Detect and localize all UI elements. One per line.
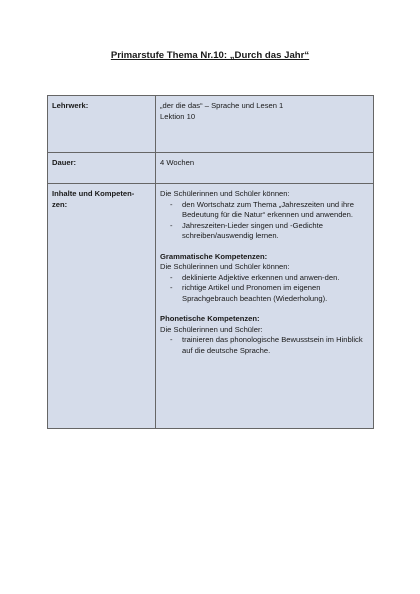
inhalte-content [156, 184, 374, 429]
lehrwerk-line: „der die das“ – Sprache und Lesen 1 [160, 101, 284, 110]
table-row-lehrwerk [48, 96, 374, 153]
competence-intro: Die Schülerinnen und Schüler können: [160, 189, 290, 198]
list-item: - trainieren das phonologische Bewusstsein im Hinblick auf die deutsche Sprache. [160, 335, 369, 356]
competence-list [160, 200, 369, 242]
table-row-dauer [48, 153, 374, 184]
grammar-intro: Die Schülerinnen und Schüler können: [160, 262, 290, 271]
lehrwerk-label: Lehrwerk: [48, 96, 156, 153]
page-title: Primarstufe Thema Nr.10: „Durch das Jahr“ [110, 50, 310, 61]
phonetic-intro: Die Schülerinnen und Schüler: [160, 324, 263, 334]
lehrwerk-line: Lektion 10 [160, 111, 196, 121]
lehrwerk-value [156, 96, 374, 153]
dauer-label: Dauer: [48, 153, 156, 184]
dauer-value: 4 Wochen [156, 153, 374, 184]
grammar-heading: Grammatische Kompetenzen: [160, 251, 268, 261]
list-item: - den Wortschatz zum Thema „Jahreszeiten und ihre Bedeutung für die Natur“ erkennen und anwenden. [160, 200, 369, 221]
inhalte-label-line: Inhalte und Kompeten- [52, 189, 135, 198]
list-item: - deklinierte Adjektive erkennen und anwen-den. [160, 273, 369, 284]
curriculum-table [47, 95, 374, 429]
list-item: - Jahreszeiten-Lieder singen und -Gedichte schreiben/auswendig lernen. [160, 221, 369, 242]
phonetic-heading: Phonetische Kompetenzen: [160, 314, 260, 323]
phonetic-list [160, 335, 369, 356]
grammar-list [160, 273, 369, 305]
inhalte-label-line: zen: [52, 199, 68, 209]
inhalte-label [48, 184, 156, 429]
table-row-inhalte [48, 184, 374, 429]
list-item: - richtige Artikel und Pronomen im eigenen Sprachgebrauch beachten (Wiederholung). [160, 283, 369, 304]
